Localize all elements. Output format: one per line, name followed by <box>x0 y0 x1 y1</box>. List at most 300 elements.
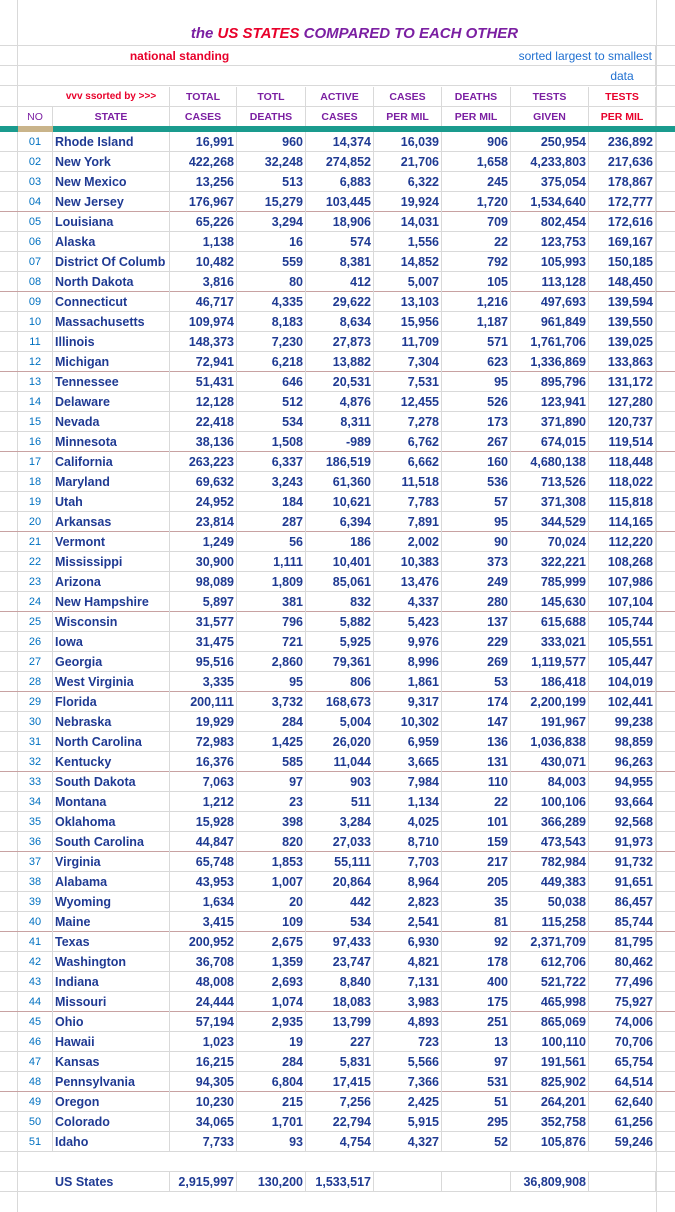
subtitle-left: national standing <box>129 49 230 63</box>
tests-given: 449,383 <box>511 872 589 892</box>
active-cases: 186 <box>306 532 374 552</box>
total-cases: 13,256 <box>170 172 237 192</box>
cases-per-mil: 15,956 <box>374 312 442 332</box>
total-deaths: 19 <box>237 1032 306 1052</box>
deaths-per-mil: 131 <box>442 752 511 772</box>
tests-given: 191,967 <box>511 712 589 732</box>
tests-per-mil: 119,514 <box>589 432 656 452</box>
state-name: West Virginia <box>53 672 170 692</box>
totals-deaths-per-mil <box>442 1172 511 1192</box>
state-name: Nevada <box>53 412 170 432</box>
tests-per-mil: 172,777 <box>589 192 656 212</box>
table-row <box>0 812 675 832</box>
active-cases: 18,906 <box>306 212 374 232</box>
cases-per-mil: 11,518 <box>374 472 442 492</box>
tests-given: 105,876 <box>511 1132 589 1152</box>
total-deaths: 215 <box>237 1092 306 1112</box>
total-cases: 24,444 <box>170 992 237 1012</box>
row-number: 08 <box>18 272 53 292</box>
row-number: 02 <box>18 152 53 172</box>
title-row <box>0 22 675 46</box>
row-number: 45 <box>18 1012 53 1032</box>
cases-per-mil: 9,317 <box>374 692 442 712</box>
table-row <box>0 192 675 212</box>
deaths-per-mil: 1,187 <box>442 312 511 332</box>
state-name: Colorado <box>53 1112 170 1132</box>
total-cases: 34,065 <box>170 1112 237 1132</box>
deaths-per-mil: 373 <box>442 552 511 572</box>
tests-given: 105,993 <box>511 252 589 272</box>
deaths-per-mil: 178 <box>442 952 511 972</box>
deaths-per-mil: 52 <box>442 1132 511 1152</box>
deaths-per-mil: 792 <box>442 252 511 272</box>
tests-given: 1,761,706 <box>511 332 589 352</box>
cases-per-mil: 3,983 <box>374 992 442 1012</box>
tests-given: 895,796 <box>511 372 589 392</box>
row-number: 01 <box>18 132 53 152</box>
total-deaths: 20 <box>237 892 306 912</box>
active-cases: 23,747 <box>306 952 374 972</box>
row-number: 41 <box>18 932 53 952</box>
cases-per-mil: 6,930 <box>374 932 442 952</box>
total-cases: 7,733 <box>170 1132 237 1152</box>
header-row-bottom <box>0 107 675 127</box>
state-name: Nebraska <box>53 712 170 732</box>
row-number: 48 <box>18 1072 53 1092</box>
tests-given: 113,128 <box>511 272 589 292</box>
tests-given: 961,849 <box>511 312 589 332</box>
deaths-per-mil: 159 <box>442 832 511 852</box>
deaths-per-mil: 51 <box>442 1092 511 1112</box>
total-deaths: 2,675 <box>237 932 306 952</box>
total-deaths: 6,337 <box>237 452 306 472</box>
state-name: Alaska <box>53 232 170 252</box>
cases-per-mil: 6,322 <box>374 172 442 192</box>
total-cases: 422,268 <box>170 152 237 172</box>
tests-per-mil: 102,441 <box>589 692 656 712</box>
active-cases: 10,621 <box>306 492 374 512</box>
cases-per-mil: 14,852 <box>374 252 442 272</box>
tests-per-mil: 127,280 <box>589 392 656 412</box>
tests-per-mil: 172,616 <box>589 212 656 232</box>
active-cases: 806 <box>306 672 374 692</box>
deaths-per-mil: 205 <box>442 872 511 892</box>
table-row <box>0 332 675 352</box>
cases-per-mil: 6,959 <box>374 732 442 752</box>
state-name: Indiana <box>53 972 170 992</box>
cases-per-mil: 3,665 <box>374 752 442 772</box>
row-number: 49 <box>18 1092 53 1112</box>
tests-given: 371,308 <box>511 492 589 512</box>
active-cases: 4,754 <box>306 1132 374 1152</box>
total-deaths: 721 <box>237 632 306 652</box>
cases-per-mil: 1,861 <box>374 672 442 692</box>
active-cases: 442 <box>306 892 374 912</box>
totals-active: 1,533,517 <box>306 1172 374 1192</box>
state-name: Maryland <box>53 472 170 492</box>
tests-per-mil: 120,737 <box>589 412 656 432</box>
table-row <box>0 952 675 972</box>
row-number: 31 <box>18 732 53 752</box>
state-name: Kansas <box>53 1052 170 1072</box>
row-number: 20 <box>18 512 53 532</box>
total-deaths: 1,809 <box>237 572 306 592</box>
tests-per-mil: 115,818 <box>589 492 656 512</box>
cases-per-mil: 21,706 <box>374 152 442 172</box>
tests-given: 191,561 <box>511 1052 589 1072</box>
table-row <box>0 892 675 912</box>
deaths-per-mil: 97 <box>442 1052 511 1072</box>
total-deaths: 284 <box>237 712 306 732</box>
state-name: Arizona <box>53 572 170 592</box>
state-name: Oklahoma <box>53 812 170 832</box>
row-number: 19 <box>18 492 53 512</box>
row-number: 51 <box>18 1132 53 1152</box>
cases-per-mil: 2,425 <box>374 1092 442 1112</box>
deaths-per-mil: 175 <box>442 992 511 1012</box>
table-row <box>0 1092 675 1112</box>
header-no: NO <box>18 107 53 127</box>
cases-per-mil: 10,302 <box>374 712 442 732</box>
total-cases: 30,900 <box>170 552 237 572</box>
table-row <box>0 972 675 992</box>
tests-per-mil: 178,867 <box>589 172 656 192</box>
state-name: Alabama <box>53 872 170 892</box>
totals-tests: 36,809,908 <box>511 1172 589 1192</box>
total-cases: 109,974 <box>170 312 237 332</box>
tests-per-mil: 91,651 <box>589 872 656 892</box>
active-cases: 6,883 <box>306 172 374 192</box>
tests-given: 375,054 <box>511 172 589 192</box>
tests-per-mil: 70,706 <box>589 1032 656 1052</box>
state-name: Mississippi <box>53 552 170 572</box>
tests-given: 123,941 <box>511 392 589 412</box>
total-cases: 36,708 <box>170 952 237 972</box>
total-cases: 94,305 <box>170 1072 237 1092</box>
deaths-per-mil: 623 <box>442 352 511 372</box>
active-cases: 22,794 <box>306 1112 374 1132</box>
tests-given: 1,534,640 <box>511 192 589 212</box>
row-number: 36 <box>18 832 53 852</box>
tests-given: 1,336,869 <box>511 352 589 372</box>
total-deaths: 1,111 <box>237 552 306 572</box>
row-number: 12 <box>18 352 53 372</box>
cases-per-mil: 7,783 <box>374 492 442 512</box>
total-deaths: 585 <box>237 752 306 772</box>
total-cases: 22,418 <box>170 412 237 432</box>
deaths-per-mil: 147 <box>442 712 511 732</box>
state-name: Tennessee <box>53 372 170 392</box>
state-name: Kentucky <box>53 752 170 772</box>
deaths-per-mil: 137 <box>442 612 511 632</box>
table-row <box>0 392 675 412</box>
table-row <box>0 232 675 252</box>
row-number: 09 <box>18 292 53 312</box>
tests-per-mil: 108,268 <box>589 552 656 572</box>
table-row <box>0 352 675 372</box>
active-cases: 55,111 <box>306 852 374 872</box>
cases-per-mil: 19,924 <box>374 192 442 212</box>
header-deaths-top: DEATHS <box>442 87 511 107</box>
deaths-per-mil: 1,658 <box>442 152 511 172</box>
title-rest: COMPARED TO EACH OTHER <box>303 25 519 42</box>
table-row <box>0 872 675 892</box>
deaths-per-mil: 22 <box>442 792 511 812</box>
cases-per-mil: 2,002 <box>374 532 442 552</box>
table-row <box>0 532 675 552</box>
total-cases: 263,223 <box>170 452 237 472</box>
state-name: Texas <box>53 932 170 952</box>
total-cases: 1,212 <box>170 792 237 812</box>
cases-per-mil: 13,476 <box>374 572 442 592</box>
cases-per-mil: 10,383 <box>374 552 442 572</box>
row-number: 29 <box>18 692 53 712</box>
tests-per-mil: 139,594 <box>589 292 656 312</box>
deaths-per-mil: 267 <box>442 432 511 452</box>
active-cases: 227 <box>306 1032 374 1052</box>
deaths-per-mil: 35 <box>442 892 511 912</box>
table-row <box>0 592 675 612</box>
table-row <box>0 432 675 452</box>
cases-per-mil: 1,556 <box>374 232 442 252</box>
total-cases: 31,577 <box>170 612 237 632</box>
active-cases: 18,083 <box>306 992 374 1012</box>
deaths-per-mil: 229 <box>442 632 511 652</box>
tests-given: 123,753 <box>511 232 589 252</box>
tests-per-mil: 139,550 <box>589 312 656 332</box>
deaths-per-mil: 400 <box>442 972 511 992</box>
state-name: South Carolina <box>53 832 170 852</box>
cases-per-mil: 7,891 <box>374 512 442 532</box>
state-name: Pennsylvania <box>53 1072 170 1092</box>
total-deaths: 80 <box>237 272 306 292</box>
active-cases: 20,531 <box>306 372 374 392</box>
total-deaths: 512 <box>237 392 306 412</box>
row-number: 27 <box>18 652 53 672</box>
cases-per-mil: 4,821 <box>374 952 442 972</box>
state-name: Iowa <box>53 632 170 652</box>
total-deaths: 8,183 <box>237 312 306 332</box>
tests-given: 802,454 <box>511 212 589 232</box>
state-name: Wyoming <box>53 892 170 912</box>
table-row <box>0 912 675 932</box>
total-deaths: 820 <box>237 832 306 852</box>
total-cases: 1,138 <box>170 232 237 252</box>
table-row <box>0 512 675 532</box>
state-name: Vermont <box>53 532 170 552</box>
table-row <box>0 612 675 632</box>
cases-per-mil: 13,103 <box>374 292 442 312</box>
row-number: 50 <box>18 1112 53 1132</box>
page-title <box>53 22 656 46</box>
total-cases: 16,376 <box>170 752 237 772</box>
deaths-per-mil: 101 <box>442 812 511 832</box>
row-number: 39 <box>18 892 53 912</box>
tests-given: 825,902 <box>511 1072 589 1092</box>
deaths-per-mil: 251 <box>442 1012 511 1032</box>
tests-per-mil: 133,863 <box>589 352 656 372</box>
active-cases: 168,673 <box>306 692 374 712</box>
active-cases: 6,394 <box>306 512 374 532</box>
total-deaths: 559 <box>237 252 306 272</box>
cases-per-mil: 14,031 <box>374 212 442 232</box>
spacer-row <box>0 1152 675 1172</box>
tests-per-mil: 81,795 <box>589 932 656 952</box>
active-cases: 511 <box>306 792 374 812</box>
table-row <box>0 152 675 172</box>
state-name: Utah <box>53 492 170 512</box>
tests-per-mil: 105,744 <box>589 612 656 632</box>
active-cases: 5,831 <box>306 1052 374 1072</box>
tests-given: 100,106 <box>511 792 589 812</box>
table-row <box>0 132 675 152</box>
cases-per-mil: 7,131 <box>374 972 442 992</box>
tests-given: 785,999 <box>511 572 589 592</box>
table-row <box>0 292 675 312</box>
cases-per-mil: 5,566 <box>374 1052 442 1072</box>
total-cases: 12,128 <box>170 392 237 412</box>
tests-per-mil: 98,859 <box>589 732 656 752</box>
table-row <box>0 172 675 192</box>
tests-given: 115,258 <box>511 912 589 932</box>
active-cases: 26,020 <box>306 732 374 752</box>
total-cases: 69,632 <box>170 472 237 492</box>
total-cases: 16,215 <box>170 1052 237 1072</box>
deaths-per-mil: 249 <box>442 572 511 592</box>
total-deaths: 56 <box>237 532 306 552</box>
data-label-row <box>0 66 675 86</box>
state-name: Virginia <box>53 852 170 872</box>
state-name: Wisconsin <box>53 612 170 632</box>
tests-given: 100,110 <box>511 1032 589 1052</box>
total-deaths: 2,860 <box>237 652 306 672</box>
deaths-per-mil: 81 <box>442 912 511 932</box>
cases-per-mil: 9,976 <box>374 632 442 652</box>
table-row <box>0 452 675 472</box>
row-number: 30 <box>18 712 53 732</box>
state-name: New Hampshire <box>53 592 170 612</box>
cases-per-mil: 7,703 <box>374 852 442 872</box>
tests-per-mil: 148,450 <box>589 272 656 292</box>
deaths-per-mil: 531 <box>442 1072 511 1092</box>
row-number: 05 <box>18 212 53 232</box>
totals-cases: 2,915,997 <box>170 1172 237 1192</box>
total-deaths: 93 <box>237 1132 306 1152</box>
total-cases: 57,194 <box>170 1012 237 1032</box>
state-name: District Of Columb <box>53 252 170 272</box>
total-cases: 16,991 <box>170 132 237 152</box>
table-row <box>0 372 675 392</box>
tests-per-mil: 61,256 <box>589 1112 656 1132</box>
total-cases: 176,967 <box>170 192 237 212</box>
state-name: Georgia <box>53 652 170 672</box>
total-cases: 23,814 <box>170 512 237 532</box>
total-cases: 10,230 <box>170 1092 237 1112</box>
tests-per-mil: 65,754 <box>589 1052 656 1072</box>
row-number: 42 <box>18 952 53 972</box>
tests-given: 612,706 <box>511 952 589 972</box>
state-name: New Mexico <box>53 172 170 192</box>
row-number: 26 <box>18 632 53 652</box>
tests-given: 344,529 <box>511 512 589 532</box>
row-number: 38 <box>18 872 53 892</box>
active-cases: 27,033 <box>306 832 374 852</box>
state-name: Illinois <box>53 332 170 352</box>
state-name: South Dakota <box>53 772 170 792</box>
total-deaths: 1,853 <box>237 852 306 872</box>
header-cases-per-mil: PER MIL <box>374 107 442 127</box>
deaths-per-mil: 709 <box>442 212 511 232</box>
total-cases: 3,816 <box>170 272 237 292</box>
total-cases: 65,226 <box>170 212 237 232</box>
total-deaths: 287 <box>237 512 306 532</box>
tests-per-mil: 107,986 <box>589 572 656 592</box>
tests-per-mil: 104,019 <box>589 672 656 692</box>
row-number: 34 <box>18 792 53 812</box>
tests-per-mil: 77,496 <box>589 972 656 992</box>
deaths-per-mil: 295 <box>442 1112 511 1132</box>
active-cases: 903 <box>306 772 374 792</box>
total-cases: 48,008 <box>170 972 237 992</box>
cases-per-mil: 7,531 <box>374 372 442 392</box>
tests-given: 1,036,838 <box>511 732 589 752</box>
table-row <box>0 492 675 512</box>
row-number: 18 <box>18 472 53 492</box>
totals-deaths: 130,200 <box>237 1172 306 1192</box>
table-row <box>0 472 675 492</box>
tests-given: 366,289 <box>511 812 589 832</box>
tests-per-mil: 114,165 <box>589 512 656 532</box>
subtitle-row <box>0 46 675 66</box>
row-number: 15 <box>18 412 53 432</box>
tests-given: 1,119,577 <box>511 652 589 672</box>
tests-given: 674,015 <box>511 432 589 452</box>
total-deaths: 1,508 <box>237 432 306 452</box>
table-row <box>0 1072 675 1092</box>
state-name: Connecticut <box>53 292 170 312</box>
row-number: 47 <box>18 1052 53 1072</box>
active-cases: 5,882 <box>306 612 374 632</box>
state-name: Louisiana <box>53 212 170 232</box>
state-name: Arkansas <box>53 512 170 532</box>
total-deaths: 109 <box>237 912 306 932</box>
active-cases: -989 <box>306 432 374 452</box>
total-deaths: 32,248 <box>237 152 306 172</box>
total-deaths: 2,693 <box>237 972 306 992</box>
total-cases: 3,335 <box>170 672 237 692</box>
deaths-per-mil: 245 <box>442 172 511 192</box>
tests-per-mil: 96,263 <box>589 752 656 772</box>
table-row <box>0 632 675 652</box>
total-deaths: 398 <box>237 812 306 832</box>
total-deaths: 381 <box>237 592 306 612</box>
total-deaths: 513 <box>237 172 306 192</box>
total-deaths: 1,425 <box>237 732 306 752</box>
state-name: Montana <box>53 792 170 812</box>
header-totl: TOTL <box>237 87 306 107</box>
header-tests-per-mil: PER MIL <box>589 107 656 127</box>
deaths-per-mil: 90 <box>442 532 511 552</box>
state-name: Michigan <box>53 352 170 372</box>
row-number: 21 <box>18 532 53 552</box>
tests-given: 352,758 <box>511 1112 589 1132</box>
table-row <box>0 1052 675 1072</box>
deaths-per-mil: 571 <box>442 332 511 352</box>
header-tests-permil-top: TESTS <box>589 87 656 107</box>
deaths-per-mil: 53 <box>442 672 511 692</box>
tests-per-mil: 118,022 <box>589 472 656 492</box>
state-name: Massachusetts <box>53 312 170 332</box>
